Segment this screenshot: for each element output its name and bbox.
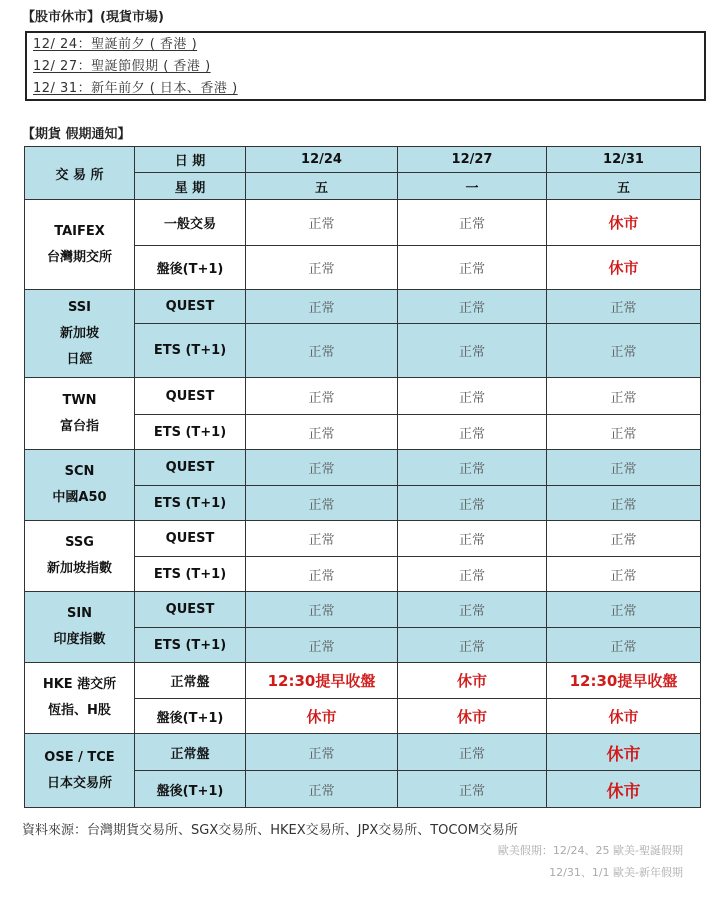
status-cell bbox=[398, 663, 547, 699]
status-normal: 正常 bbox=[458, 568, 485, 584]
status-normal: 正常 bbox=[308, 604, 335, 619]
session-label: ETS (T+1) bbox=[135, 486, 246, 521]
futures-holiday-table bbox=[24, 146, 701, 808]
status-cell bbox=[246, 486, 398, 521]
status-closed: 休市 bbox=[608, 214, 639, 232]
session-row bbox=[25, 378, 701, 415]
session-label: QUEST bbox=[135, 521, 246, 557]
exchange-name-line: TWN bbox=[62, 392, 97, 408]
status-normal: 正常 bbox=[308, 462, 335, 477]
status-cell bbox=[246, 246, 398, 290]
weekday-header: 五 bbox=[246, 173, 398, 200]
status-normal: 正常 bbox=[610, 604, 637, 619]
footnote: 歐美假期：12/24、25 歐美-聖誕假期 bbox=[497, 844, 683, 857]
status-cell bbox=[547, 290, 701, 324]
session-label: QUEST bbox=[135, 592, 246, 628]
status-normal: 正常 bbox=[610, 345, 637, 360]
status-cell bbox=[547, 200, 701, 246]
status-cell bbox=[246, 663, 398, 699]
status-closed: 休市 bbox=[606, 781, 641, 802]
status-normal: 正常 bbox=[458, 746, 485, 762]
status-normal: 正常 bbox=[308, 783, 335, 799]
session-label: 正常盤 bbox=[135, 663, 246, 699]
status-normal: 正常 bbox=[458, 390, 485, 406]
status-cell bbox=[398, 415, 547, 450]
date-header: 12/24 bbox=[246, 147, 398, 173]
status-normal: 正常 bbox=[308, 568, 335, 584]
exchange-name-line: TAIFEX bbox=[54, 223, 105, 239]
exchange-name-line: 恆指、H股 bbox=[48, 703, 111, 718]
status-cell bbox=[398, 557, 547, 592]
exchange-name-line: OSE / TCE bbox=[44, 749, 115, 765]
session-label: 盤後(T+1) bbox=[135, 699, 246, 734]
status-cell bbox=[547, 699, 701, 734]
status-normal: 正常 bbox=[458, 533, 485, 548]
exchange-name-cell bbox=[25, 521, 135, 592]
status-closed: 休市 bbox=[608, 259, 639, 277]
exchange-name-cell bbox=[25, 592, 135, 663]
status-closed: 休市 bbox=[608, 707, 639, 726]
exchange-name-line: SSI bbox=[68, 299, 91, 315]
status-normal: 正常 bbox=[610, 426, 637, 442]
status-cell bbox=[398, 450, 547, 486]
exchange-name-cell bbox=[25, 290, 135, 378]
status-normal: 正常 bbox=[610, 390, 637, 406]
session-row bbox=[25, 200, 701, 246]
status-cell bbox=[246, 628, 398, 663]
status-cell bbox=[547, 521, 701, 557]
status-normal: 正常 bbox=[610, 568, 637, 584]
status-normal: 正常 bbox=[610, 462, 637, 477]
exchange-name-line: SIN bbox=[66, 606, 93, 621]
exchange-name-line: 台灣期交所 bbox=[46, 249, 112, 265]
status-cell bbox=[398, 324, 547, 378]
status-normal: 正常 bbox=[308, 345, 335, 360]
exchange-name-line: 中國A50 bbox=[52, 490, 107, 505]
status-normal: 正常 bbox=[308, 390, 335, 406]
status-cell bbox=[398, 592, 547, 628]
status-cell bbox=[246, 557, 398, 592]
exchange-name-cell bbox=[25, 200, 135, 290]
status-closed: 12:30提早收盤 bbox=[267, 672, 376, 690]
status-cell bbox=[547, 592, 701, 628]
status-normal: 正常 bbox=[610, 533, 637, 548]
status-closed: 休市 bbox=[606, 744, 641, 765]
status-cell bbox=[398, 628, 547, 663]
status-normal: 正常 bbox=[458, 426, 485, 442]
session-label: ETS (T+1) bbox=[135, 628, 246, 663]
footnote: 12/31、1/1 歐美-新年假期 bbox=[549, 866, 683, 879]
session-row bbox=[25, 592, 701, 628]
date-header: 12/27 bbox=[398, 147, 547, 173]
stock-holiday-line: 12/ 31：新年前夕 ( 日本、香港 ) bbox=[33, 81, 238, 96]
stock-holiday-title: 【股市休市】(現貨市場) bbox=[22, 10, 164, 25]
status-cell bbox=[547, 486, 701, 521]
status-normal: 正常 bbox=[458, 639, 485, 655]
status-cell bbox=[398, 486, 547, 521]
exchange-name-line: 日經 bbox=[66, 351, 93, 367]
session-label: QUEST bbox=[135, 290, 246, 324]
status-cell bbox=[246, 200, 398, 246]
status-cell bbox=[547, 246, 701, 290]
exchange-groups bbox=[25, 200, 701, 808]
status-cell bbox=[246, 521, 398, 557]
status-cell bbox=[246, 450, 398, 486]
status-cell bbox=[547, 450, 701, 486]
status-cell bbox=[398, 200, 547, 246]
status-normal: 正常 bbox=[458, 497, 485, 513]
status-cell bbox=[547, 415, 701, 450]
status-normal: 正常 bbox=[308, 746, 335, 762]
status-cell bbox=[246, 324, 398, 378]
exchange-name-line: 富台指 bbox=[59, 418, 99, 434]
session-label: ETS (T+1) bbox=[135, 324, 246, 378]
status-normal: 正常 bbox=[308, 426, 335, 442]
futures-holiday-title: 【期貨 假期通知】 bbox=[22, 127, 131, 142]
exchange-name-line: 印度指數 bbox=[53, 632, 106, 647]
status-normal: 正常 bbox=[458, 604, 485, 619]
status-closed: 休市 bbox=[306, 707, 337, 726]
session-row bbox=[25, 734, 701, 771]
session-label: ETS (T+1) bbox=[135, 557, 246, 592]
status-cell bbox=[547, 324, 701, 378]
exchange-name-line: 新加坡 bbox=[59, 325, 99, 341]
status-cell bbox=[547, 734, 701, 771]
exchange-name-cell bbox=[25, 734, 135, 808]
status-cell bbox=[246, 771, 398, 808]
status-cell bbox=[398, 771, 547, 808]
exchange-name-line: 日本交易所 bbox=[46, 775, 112, 791]
exchange-name-cell bbox=[25, 450, 135, 521]
header-row-dates bbox=[25, 147, 701, 173]
stock-holiday-line: 12/ 27：聖誕節假期 ( 香港 ) bbox=[33, 59, 211, 74]
status-normal: 正常 bbox=[610, 497, 637, 513]
status-cell bbox=[547, 378, 701, 415]
session-label: 正常盤 bbox=[135, 734, 246, 771]
exchange-name-cell bbox=[25, 378, 135, 450]
status-normal: 正常 bbox=[458, 345, 485, 360]
status-cell bbox=[246, 592, 398, 628]
status-cell bbox=[398, 734, 547, 771]
status-closed: 12:30提早收盤 bbox=[569, 672, 678, 690]
session-label: ETS (T+1) bbox=[135, 415, 246, 450]
status-cell bbox=[547, 663, 701, 699]
status-cell bbox=[547, 557, 701, 592]
status-normal: 正常 bbox=[308, 497, 335, 513]
exchange-name-line: 新加坡指數 bbox=[46, 561, 112, 576]
session-row bbox=[25, 663, 701, 699]
status-cell bbox=[398, 699, 547, 734]
status-cell bbox=[547, 628, 701, 663]
status-normal: 正常 bbox=[610, 639, 637, 655]
status-normal: 正常 bbox=[458, 301, 485, 316]
exchange-name-line: SSG bbox=[65, 535, 94, 550]
exchange-name-line: SCN bbox=[64, 464, 95, 479]
stock-holiday-notice-box bbox=[25, 31, 706, 101]
status-closed: 休市 bbox=[456, 707, 487, 726]
weekday-label: 星 期 bbox=[135, 173, 246, 200]
status-normal: 正常 bbox=[458, 783, 485, 799]
status-closed: 休市 bbox=[456, 672, 487, 690]
exchange-header: 交 易 所 bbox=[25, 147, 135, 200]
exchange-name-cell bbox=[25, 663, 135, 734]
status-normal: 正常 bbox=[308, 262, 335, 277]
session-label: 一般交易 bbox=[135, 200, 246, 246]
weekday-header: 一 bbox=[398, 173, 547, 200]
status-cell bbox=[246, 734, 398, 771]
status-normal: 正常 bbox=[308, 217, 335, 232]
status-normal: 正常 bbox=[308, 533, 335, 548]
session-row bbox=[25, 290, 701, 324]
status-cell bbox=[547, 771, 701, 808]
session-label: QUEST bbox=[135, 450, 246, 486]
status-cell bbox=[246, 378, 398, 415]
session-row bbox=[25, 521, 701, 557]
status-normal: 正常 bbox=[610, 301, 637, 316]
date-label: 日 期 bbox=[135, 147, 246, 173]
status-normal: 正常 bbox=[458, 462, 485, 477]
status-cell bbox=[246, 415, 398, 450]
status-cell bbox=[246, 699, 398, 734]
source-note: 資料來源：台灣期貨交易所、SGX交易所、HKEX交易所、JPX交易所、TOCOM交易所 bbox=[22, 823, 518, 838]
status-cell bbox=[398, 246, 547, 290]
exchange-name-line: HKE 港交所 bbox=[42, 677, 117, 692]
status-cell bbox=[398, 378, 547, 415]
status-cell bbox=[398, 521, 547, 557]
status-cell bbox=[398, 290, 547, 324]
session-label: 盤後(T+1) bbox=[135, 771, 246, 808]
session-label: 盤後(T+1) bbox=[135, 246, 246, 290]
session-row bbox=[25, 450, 701, 486]
status-normal: 正常 bbox=[458, 217, 485, 232]
weekday-header: 五 bbox=[547, 173, 701, 200]
session-label: QUEST bbox=[135, 378, 246, 415]
stock-holiday-line: 12/ 24：聖誕前夕 ( 香港 ) bbox=[33, 37, 198, 52]
status-normal: 正常 bbox=[458, 262, 485, 277]
date-header: 12/31 bbox=[547, 147, 701, 173]
status-cell bbox=[246, 290, 398, 324]
status-normal: 正常 bbox=[308, 639, 335, 655]
status-normal: 正常 bbox=[308, 301, 335, 316]
